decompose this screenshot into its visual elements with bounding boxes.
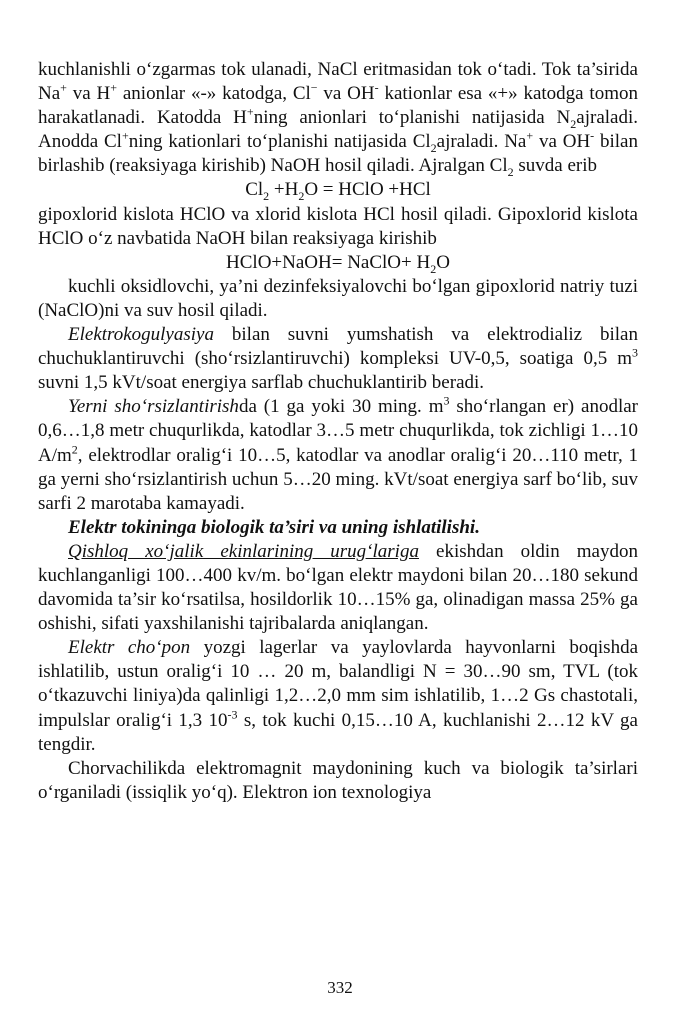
paragraph-electrocoagulation: Elektrokogulyasiya bilan suvni yumshatish va elektrodializ bilan chuchuklantiruvchi (sho‘rsizlantiruvchi) kompleksi UV-0,5, soatiga 0,5 $m^3$ suvni 1,5 kVt/soat energiya sarflab chuchuklantirib beradi. xyxy=(38,324,638,394)
paragraph-oxidizer: kuchli oksidlovchi, ya’ni dezinfeksiyalovchi bo‘lgan gipoxlorid natriy tuzi (NaClO)ni va suv hosil qiladi. xyxy=(38,275,638,321)
paragraph-hypochlorous: gipoxlorid kislota HClO va xlorid kislota HCl hosil qiladi. Gipoxlorid kislota HClO o‘z navbatida NaOH bilan reaksiyaga kirishib xyxy=(38,203,638,249)
formula-chlorine-water: $Cl_2 +H_2O$ = HClO +HCl xyxy=(245,179,431,204)
paragraph-electrolysis: kuchlanishli o‘zgarmas tok ulanadi, NaCl eritmasidan tok o‘tadi. Tok ta’sirida Na+ va H+ anionlar «-» katodga, Cl− va OH- kationlar esa «+» katodga tomon harakatlanadi. Katodda H+ning anionlari to‘planishi natijasida $N_2ajraladi$. Anodda Cl+ning kationlari to‘planishi natijasida $Cl_2ajraladi$. Na+ va OH- bilan birlashib (reaksiyaga kirishib) NaOH hosil qiladi. Ajralgan $Cl_2$ suvda erib xyxy=(38,59,638,180)
section-heading: Elektr tokininga biologik ta’siri va uning ishlatilishi. xyxy=(68,516,480,538)
formula-hypochlorite: HClO+NaOH= NaClO+ $H_2O$ xyxy=(226,251,450,276)
paragraph-electric-shepherd: Elektr cho‘pon yozgi lagerlar va yaylovlarda hayvonlarni boqishda ishlatilib, ustun oralig‘i 10 … 20 m, balandligi N = 30…90 sm, TVL (tok o‘tkazuvchi liniya)da qalinligi 1,2…2,0 mm sim ishlatilib, 1…2 Gs chastotali, impulslar oralig‘i 1,3 $10^{-3}$ s, tok kuchi 0,15…10 A, kuchlanishi 2…12 kV ga tengdir. xyxy=(38,637,639,755)
page-number: 332 xyxy=(327,978,353,997)
page-body xyxy=(38,58,638,805)
paragraph-seeds: Qishloq xo‘jalik ekinlarining urug‘lariga ekishdan oldin maydon kuchlanganligi 100…400 kv/m. bo‘lgan elektr maydoni bilan 20…180 sekund davomida ta’sir ko‘rsatilsa, hosildorlik 10…15% ga, olinadigan massa 25% ga oshishi, sifati yaxshilanishi tajribalarda aniqlangan. xyxy=(38,540,638,635)
paragraph-livestock: Chorvachilikda elektromagnit maydonining kuch va biologik ta’sirlari o‘rganiladi (issiqlik yo‘q). Elektron ion texnologiya xyxy=(38,757,638,803)
paragraph-soil-desalination: Yerni sho‘rsizlantirishda (1 ga yoki 30 ming. $m^3$ sho‘rlangan er) anodlar 0,6…1,8 metr chuqurlikda, katodlar 3…5 metr chuqurlikda, tok zichligi 1…10 $A/m^2$, elektrodlar oralig‘i 10…5, katodlar va anodlar oralig‘i 20…110 metr, 1 ga yerni sho‘rsizlantirish uchun 5…20 ming. kVt/soat energiya sarf bo‘lib, suv sarfi 2 marotaba kamayadi. xyxy=(38,393,638,514)
